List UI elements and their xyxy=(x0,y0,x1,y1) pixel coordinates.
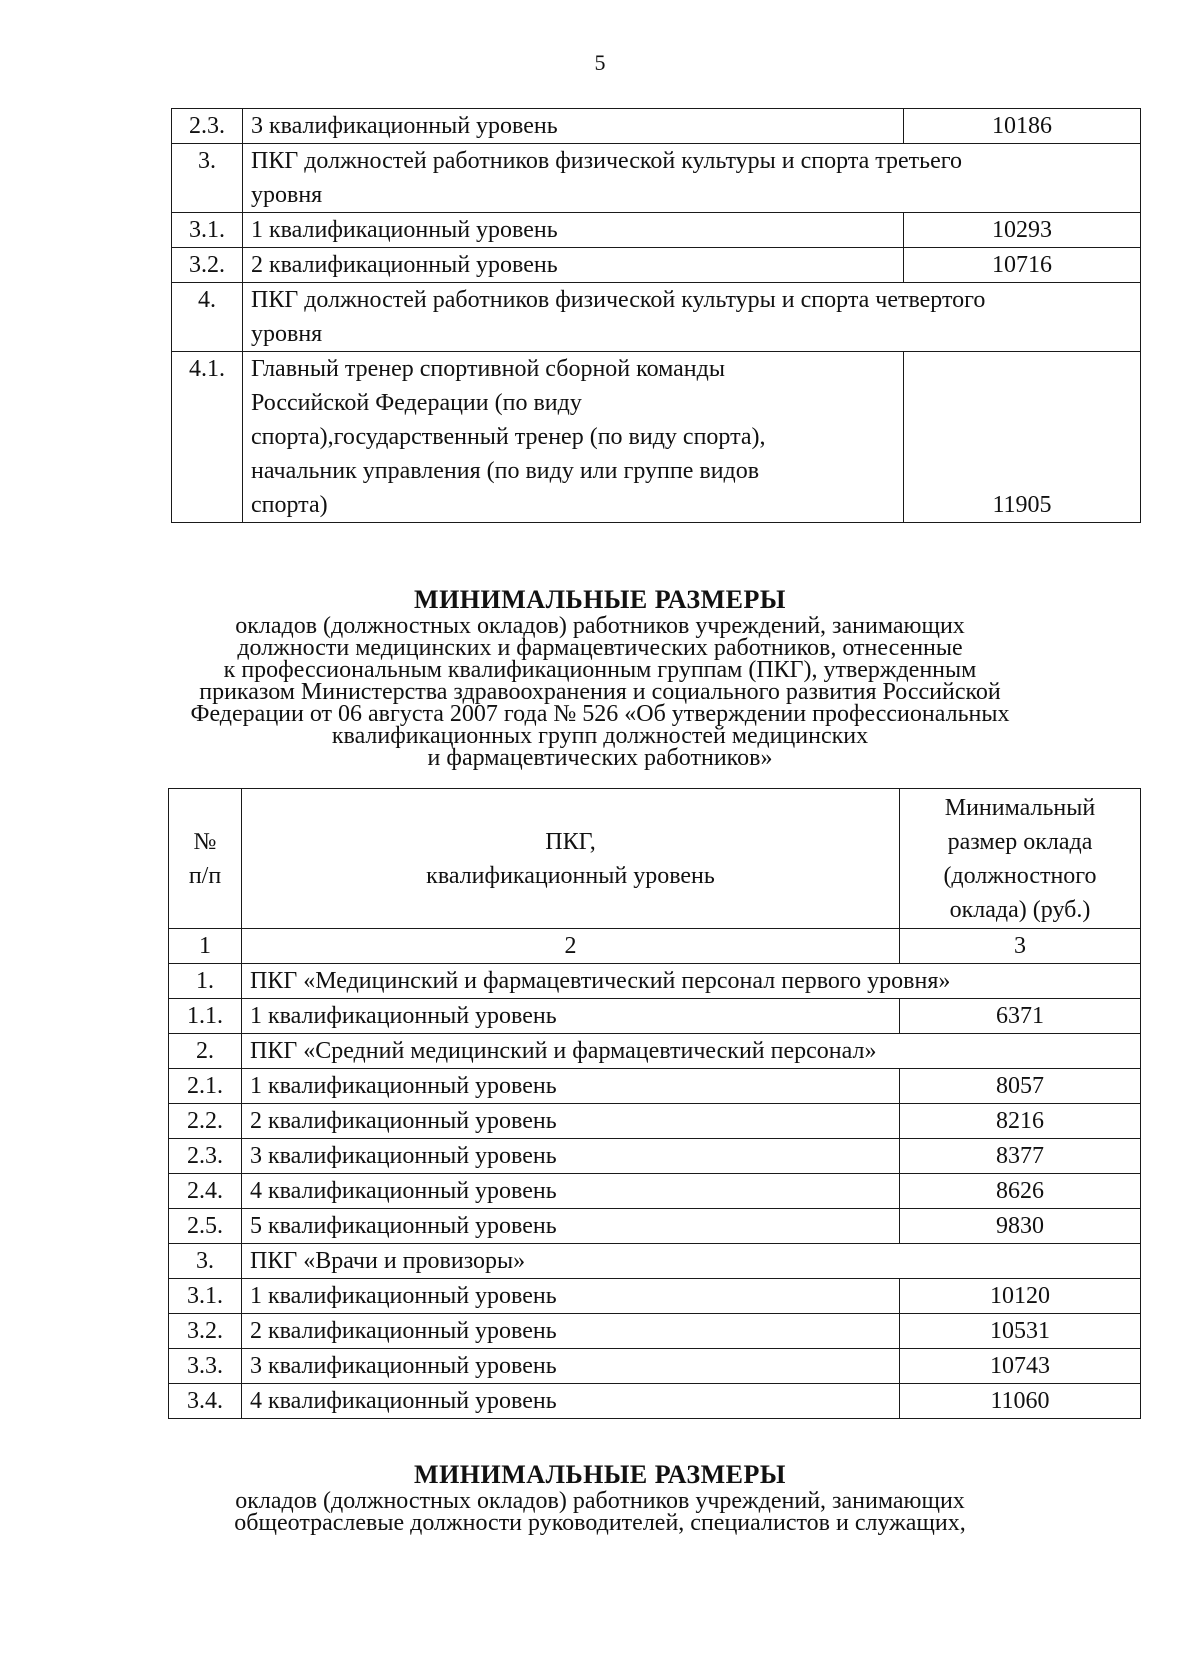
row-number: 3.2. xyxy=(169,1314,242,1349)
sports-salary-table xyxy=(171,108,1141,523)
cell-line: ПКГ должностей работников физической культуры и спорта четвертого xyxy=(251,287,986,313)
group-row xyxy=(169,1034,1141,1069)
heading-line: к профессиональным квалификационным группам (ПКГ), утвержденным xyxy=(223,657,977,683)
row-value: 10743 xyxy=(900,1349,1141,1384)
medical-salary-table xyxy=(168,788,1141,1419)
table-row xyxy=(169,1104,1141,1139)
table-row xyxy=(172,352,1141,523)
table-row xyxy=(169,1314,1141,1349)
row-value: 10293 xyxy=(904,213,1141,248)
heading-line: приказом Министерства здравоохранения и социального развития Российской xyxy=(199,679,1001,705)
row-name: 4 квалификационный уровень xyxy=(242,1174,900,1209)
table-row xyxy=(169,1349,1141,1384)
row-number: 3.1. xyxy=(169,1279,242,1314)
table-header-row xyxy=(169,789,1141,929)
row-name: 2 квалификационный уровень xyxy=(243,248,904,283)
row-number: 3.2. xyxy=(172,248,243,283)
header-min-salary: Минимальный размер оклада (должностного оклада) (руб.) xyxy=(900,789,1141,929)
row-name xyxy=(243,352,904,523)
table-row xyxy=(169,1209,1141,1244)
table-row xyxy=(169,1279,1141,1314)
group-title: ПКГ «Медицинский и фармацевтический персонал первого уровня» xyxy=(242,964,1141,999)
group-title xyxy=(243,283,1141,352)
group-row xyxy=(169,1244,1141,1279)
row-number: 1.1. xyxy=(169,999,242,1034)
row-name: 1 квалификационный уровень xyxy=(242,999,900,1034)
heading-line: окладов (должностных окладов) работников учреждений, занимающих xyxy=(235,613,965,639)
group-row xyxy=(172,283,1141,352)
cell-line: начальник управления (по виду или группе видов xyxy=(251,458,760,484)
cell-line: ПКГ должностей работников физической культуры и спорта третьего xyxy=(251,148,963,174)
heading-title: МИНИМАЛЬНЫЕ РАЗМЕРЫ xyxy=(414,585,786,614)
column-number-row xyxy=(169,929,1141,964)
row-value: 8377 xyxy=(900,1139,1141,1174)
cell-line: Российской Федерации (по виду xyxy=(251,390,582,416)
row-number: 3.1. xyxy=(172,213,243,248)
row-name: 2 квалификационный уровень xyxy=(242,1314,900,1349)
heading-line: общеотраслевые должности руководителей, специалистов и служащих, xyxy=(234,1510,966,1536)
column-number: 2 xyxy=(242,929,900,964)
cell-line: уровня xyxy=(251,321,323,347)
row-value: 9830 xyxy=(900,1209,1141,1244)
row-number: 2.5. xyxy=(169,1209,242,1244)
row-name: 3 квалификационный уровень xyxy=(242,1349,900,1384)
cell-line: Главный тренер спортивной сборной команды xyxy=(251,356,725,382)
row-number: 2.3. xyxy=(169,1139,242,1174)
heading-line: и фармацевтических работников» xyxy=(427,745,773,771)
row-value: 10120 xyxy=(900,1279,1141,1314)
table-row xyxy=(172,213,1141,248)
table-row xyxy=(169,1139,1141,1174)
table-row xyxy=(172,248,1141,283)
medical-salary-heading xyxy=(130,585,1070,769)
table-row xyxy=(169,1069,1141,1104)
page-number: 5 xyxy=(594,50,606,75)
row-name: 3 квалификационный уровень xyxy=(243,109,904,144)
row-number: 3. xyxy=(169,1244,242,1279)
heading-line: квалификационных групп должностей медицинских xyxy=(331,723,869,749)
heading-line: окладов (должностных окладов) работников учреждений, занимающих xyxy=(235,1488,965,1514)
row-value: 11905 xyxy=(904,352,1141,523)
row-name: 1 квалификационный уровень xyxy=(242,1279,900,1314)
column-number: 1 xyxy=(169,929,242,964)
sports-salary-table-body xyxy=(172,109,1141,523)
row-number: 2. xyxy=(169,1034,242,1069)
row-number: 3.3. xyxy=(169,1349,242,1384)
table-row xyxy=(169,1174,1141,1209)
heading-line: Федерации от 06 августа 2007 года № 526 «Об утверждении профессиональных xyxy=(190,701,1010,727)
header-pkg: ПКГ, квалификационный уровень xyxy=(242,789,900,929)
group-title: ПКГ «Врачи и провизоры» xyxy=(242,1244,1141,1279)
heading-line: должности медицинских и фармацевтических работников, отнесенные xyxy=(237,635,963,661)
row-number: 2.3. xyxy=(172,109,243,144)
row-value: 8057 xyxy=(900,1069,1141,1104)
row-number: 2.4. xyxy=(169,1174,242,1209)
heading-title: МИНИМАЛЬНЫЕ РАЗМЕРЫ xyxy=(414,1460,786,1489)
row-name: 1 квалификационный уровень xyxy=(243,213,904,248)
group-title xyxy=(243,144,1141,213)
row-name: 1 квалификационный уровень xyxy=(242,1069,900,1104)
row-name: 2 квалификационный уровень xyxy=(242,1104,900,1139)
row-value: 11060 xyxy=(900,1384,1141,1419)
table-row xyxy=(172,109,1141,144)
cell-line: уровня xyxy=(251,182,323,208)
row-value: 10716 xyxy=(904,248,1141,283)
medical-salary-table-body xyxy=(169,964,1141,1419)
row-value: 10531 xyxy=(900,1314,1141,1349)
general-salary-heading xyxy=(130,1460,1070,1534)
row-number: 3. xyxy=(172,144,243,213)
row-number: 2.2. xyxy=(169,1104,242,1139)
row-name: 3 квалификационный уровень xyxy=(242,1139,900,1174)
row-number: 4. xyxy=(172,283,243,352)
group-title: ПКГ «Средний медицинский и фармацевтический персонал» xyxy=(242,1034,1141,1069)
table-row xyxy=(169,1384,1141,1419)
row-number: 2.1. xyxy=(169,1069,242,1104)
row-name: 5 квалификационный уровень xyxy=(242,1209,900,1244)
heading-subtitle xyxy=(130,615,1070,769)
row-number: 4.1. xyxy=(172,352,243,523)
row-value: 10186 xyxy=(904,109,1141,144)
row-name: 4 квалификационный уровень xyxy=(242,1384,900,1419)
row-value: 8626 xyxy=(900,1174,1141,1209)
row-value: 8216 xyxy=(900,1104,1141,1139)
cell-line: спорта) xyxy=(251,492,328,518)
group-row xyxy=(169,964,1141,999)
heading-subtitle xyxy=(130,1490,1070,1534)
table-row xyxy=(169,999,1141,1034)
row-number: 3.4. xyxy=(169,1384,242,1419)
row-number: 1. xyxy=(169,964,242,999)
column-number: 3 xyxy=(900,929,1141,964)
row-value: 6371 xyxy=(900,999,1141,1034)
group-row xyxy=(172,144,1141,213)
header-number: № п/п xyxy=(169,789,242,929)
cell-line: спорта),государственный тренер (по виду спорта), xyxy=(251,424,766,450)
